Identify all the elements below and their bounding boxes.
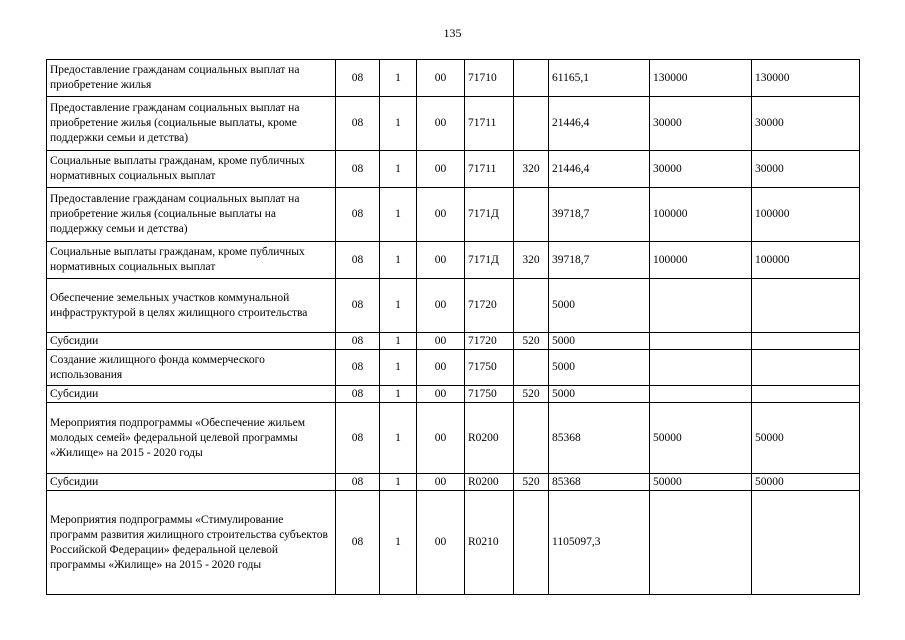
row-program: 00 — [417, 60, 465, 97]
row-amount-year1: 5000 — [549, 333, 650, 350]
row-amount-year2: 30000 — [650, 151, 752, 188]
row-section: 08 — [336, 242, 380, 279]
row-expense-kind — [514, 188, 549, 242]
row-subsection: 1 — [380, 151, 417, 188]
row-expense-kind: 520 — [514, 333, 549, 350]
row-program: 00 — [417, 386, 465, 403]
page-number: 135 — [443, 26, 462, 40]
row-amount-year3 — [752, 386, 860, 403]
row-amount-year1: 85368 — [549, 474, 650, 491]
row-program: 00 — [417, 403, 465, 474]
table-row — [47, 279, 860, 333]
row-expense-kind: 320 — [514, 151, 549, 188]
row-target-article: 71711 — [465, 151, 514, 188]
row-section: 08 — [336, 386, 380, 403]
row-subsection: 1 — [380, 474, 417, 491]
row-target-article: 7171Д — [465, 242, 514, 279]
row-program: 00 — [417, 97, 465, 151]
row-program: 00 — [417, 491, 465, 595]
table-row — [47, 151, 860, 188]
row-amount-year1: 39718,7 — [549, 242, 650, 279]
row-target-article: 71710 — [465, 60, 514, 97]
row-target-article: R0210 — [465, 491, 514, 595]
row-amount-year1: 85368 — [549, 403, 650, 474]
row-section: 08 — [336, 279, 380, 333]
row-program: 00 — [417, 279, 465, 333]
row-amount-year1: 39718,7 — [549, 188, 650, 242]
row-program: 00 — [417, 151, 465, 188]
row-amount-year1: 5000 — [549, 350, 650, 386]
row-expense-kind: 520 — [514, 474, 549, 491]
table-row — [47, 188, 860, 242]
table-row — [47, 474, 860, 491]
table-row — [47, 386, 860, 403]
row-section: 08 — [336, 491, 380, 595]
row-amount-year1: 1105097,3 — [549, 491, 650, 595]
row-target-article: 71711 — [465, 97, 514, 151]
row-amount-year1: 5000 — [549, 279, 650, 333]
row-amount-year3: 30000 — [752, 151, 860, 188]
row-amount-year3: 130000 — [752, 60, 860, 97]
row-amount-year2: 100000 — [650, 188, 752, 242]
table-row — [47, 350, 860, 386]
table-row — [47, 60, 860, 97]
row-name: Мероприятия подпрограммы «Стимулирование программ развития жилищного строительства субъектов Российской Федерации» федеральной целевой программы «Жилище» на 2015 - 2020 годы — [47, 491, 336, 595]
table-row — [47, 242, 860, 279]
row-expense-kind — [514, 491, 549, 595]
row-amount-year3: 30000 — [752, 97, 860, 151]
budget-table — [46, 59, 860, 595]
row-amount-year3 — [752, 491, 860, 595]
row-name: Обеспечение земельных участков коммунальной инфраструктурой в целях жилищного строительства — [47, 279, 336, 333]
row-amount-year2: 100000 — [650, 242, 752, 279]
row-subsection: 1 — [380, 333, 417, 350]
row-expense-kind: 320 — [514, 242, 549, 279]
row-expense-kind: 520 — [514, 386, 549, 403]
row-section: 08 — [336, 151, 380, 188]
row-program: 00 — [417, 242, 465, 279]
row-amount-year3 — [752, 350, 860, 386]
row-amount-year3 — [752, 279, 860, 333]
row-name: Создание жилищного фонда коммерческого использования — [47, 350, 336, 386]
row-expense-kind — [514, 403, 549, 474]
row-amount-year2: 50000 — [650, 474, 752, 491]
row-program: 00 — [417, 333, 465, 350]
row-target-article: 71750 — [465, 350, 514, 386]
row-target-article: 71750 — [465, 386, 514, 403]
row-name: Социальные выплаты гражданам, кроме публичных нормативных социальных выплат — [47, 242, 336, 279]
row-amount-year3: 100000 — [752, 242, 860, 279]
row-section: 08 — [336, 350, 380, 386]
row-name: Предоставление гражданам социальных выплат на приобретение жилья (социальные выплаты на поддержку семьи и детства) — [47, 188, 336, 242]
row-name: Предоставление гражданам социальных выплат на приобретение жилья (социальные выплаты, кроме поддержки семьи и детства) — [47, 97, 336, 151]
row-name: Мероприятия подпрограммы «Обеспечение жильем молодых семей» федеральной целевой программы «Жилище» на 2015 - 2020 годы — [47, 403, 336, 474]
row-name: Субсидии — [47, 386, 336, 403]
row-amount-year3: 50000 — [752, 403, 860, 474]
row-amount-year2 — [650, 279, 752, 333]
row-amount-year2 — [650, 350, 752, 386]
row-expense-kind — [514, 279, 549, 333]
row-amount-year3: 100000 — [752, 188, 860, 242]
row-subsection: 1 — [380, 242, 417, 279]
row-name: Социальные выплаты гражданам, кроме публичных нормативных социальных выплат — [47, 151, 336, 188]
table-row — [47, 97, 860, 151]
row-subsection: 1 — [380, 60, 417, 97]
row-target-article: R0200 — [465, 403, 514, 474]
table-row — [47, 403, 860, 474]
row-subsection: 1 — [380, 279, 417, 333]
row-program: 00 — [417, 474, 465, 491]
row-name: Субсидии — [47, 474, 336, 491]
table-row — [47, 491, 860, 595]
row-section: 08 — [336, 333, 380, 350]
row-section: 08 — [336, 188, 380, 242]
row-name: Предоставление гражданам социальных выплат на приобретение жилья — [47, 60, 336, 97]
row-expense-kind — [514, 350, 549, 386]
row-amount-year2 — [650, 491, 752, 595]
row-amount-year1: 5000 — [549, 386, 650, 403]
row-amount-year2: 130000 — [650, 60, 752, 97]
row-amount-year3: 50000 — [752, 474, 860, 491]
row-target-article: 71720 — [465, 333, 514, 350]
row-amount-year1: 21446,4 — [549, 151, 650, 188]
table-body — [47, 60, 860, 595]
row-amount-year1: 61165,1 — [549, 60, 650, 97]
row-subsection: 1 — [380, 97, 417, 151]
row-subsection: 1 — [380, 491, 417, 595]
row-program: 00 — [417, 188, 465, 242]
row-subsection: 1 — [380, 188, 417, 242]
row-section: 08 — [336, 60, 380, 97]
row-section: 08 — [336, 97, 380, 151]
row-expense-kind — [514, 60, 549, 97]
row-subsection: 1 — [380, 403, 417, 474]
row-amount-year2: 30000 — [650, 97, 752, 151]
row-amount-year3 — [752, 333, 860, 350]
row-expense-kind — [514, 97, 549, 151]
row-target-article: 71720 — [465, 279, 514, 333]
row-program: 00 — [417, 350, 465, 386]
row-amount-year2: 50000 — [650, 403, 752, 474]
row-amount-year2 — [650, 333, 752, 350]
row-subsection: 1 — [380, 350, 417, 386]
row-target-article: 7171Д — [465, 188, 514, 242]
row-amount-year1: 21446,4 — [549, 97, 650, 151]
table-row — [47, 333, 860, 350]
row-target-article: R0200 — [465, 474, 514, 491]
row-section: 08 — [336, 403, 380, 474]
row-subsection: 1 — [380, 386, 417, 403]
row-section: 08 — [336, 474, 380, 491]
row-amount-year2 — [650, 386, 752, 403]
row-name: Субсидии — [47, 333, 336, 350]
